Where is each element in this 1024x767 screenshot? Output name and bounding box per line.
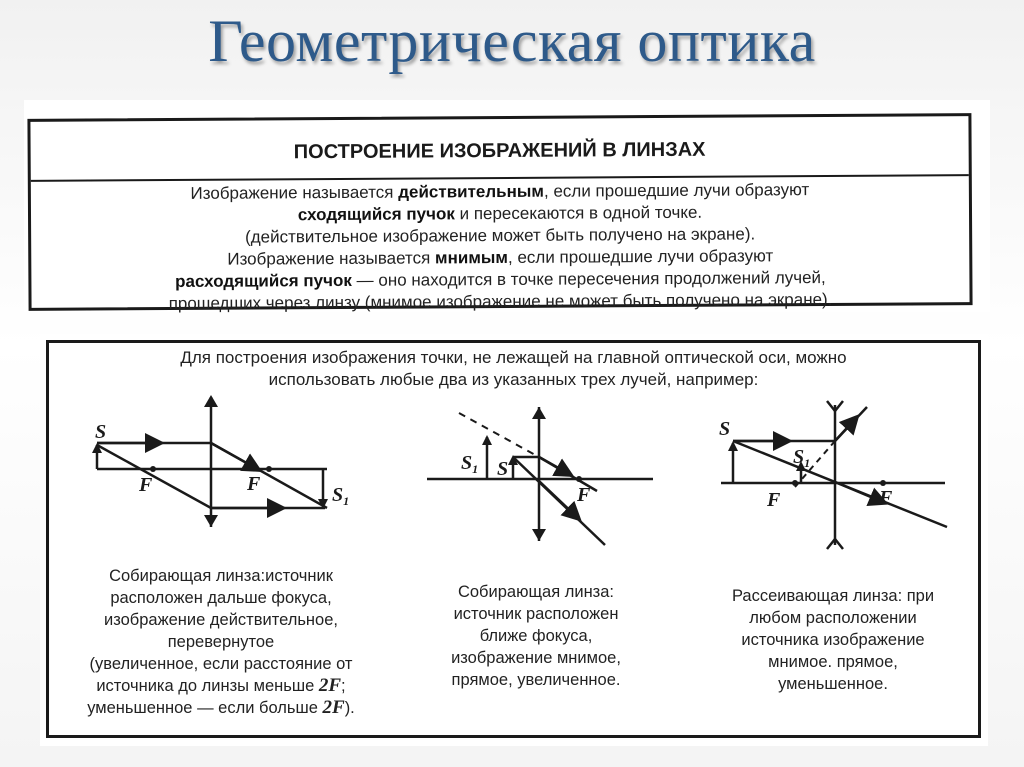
intro-line-1: Для построения изображения точки, не лежащей на главной оптической оси, можно (180, 348, 847, 367)
diagram-converging-far (92, 395, 328, 527)
math-2f: 2F (318, 675, 342, 696)
label-s: S (497, 458, 509, 480)
text: и пересекаются в одной точке. (454, 202, 703, 224)
text: источника до линзы меньше (96, 677, 319, 695)
label-s1-sub: 1 (472, 462, 479, 476)
caption-line: перевернутое (167, 633, 275, 651)
caption-line: расположен дальше фокуса, (110, 589, 332, 607)
ray-construction-box (46, 340, 981, 738)
term-diverging-beam: расходящийся пучок (175, 270, 352, 291)
label-s1 (461, 452, 478, 476)
term-virtual: мнимым (434, 247, 509, 268)
label-f-left: F (767, 489, 781, 511)
label-s1-sub: 1 (804, 456, 811, 470)
caption-converging-far (63, 565, 379, 719)
term-converging-beam: сходящийся пучок (297, 204, 455, 225)
focus-right (266, 466, 272, 472)
focus-right (880, 480, 886, 486)
label-s1-sub: 1 (343, 494, 350, 508)
caption-line: изображение мнимое, (451, 649, 621, 667)
text: , если прошедшие лучи образуют (543, 180, 810, 201)
lens-arrow-top (204, 395, 218, 407)
caption-line: Собирающая линза:источник (109, 567, 333, 585)
diagram-diverging (721, 401, 947, 549)
focus-left (792, 480, 798, 486)
real-image-line-3: (действительное изображение может быть получено на экране). (244, 224, 756, 247)
label-f-left: F (139, 474, 153, 496)
label-s1-main: S (332, 484, 344, 506)
text: — оно находится в точке пересечения продолжений лучей, (351, 268, 826, 290)
math-2f: 2F (322, 697, 345, 718)
label-s1 (332, 484, 349, 508)
ray-diagrams (49, 395, 978, 565)
text: , если прошедшие лучи образуют (507, 246, 774, 267)
text: ; (341, 677, 346, 695)
label-f: F (577, 484, 591, 506)
caption-line: изображение действительное, (104, 611, 338, 629)
caption-line: (увеличенное, если расстояние от (89, 655, 353, 673)
definitions-text (31, 176, 970, 316)
focus-right (576, 476, 582, 482)
text: Изображение называется (227, 248, 436, 269)
text: Изображение называется (190, 182, 399, 203)
focus-left (150, 466, 156, 472)
caption-line: источник расположен (453, 605, 619, 623)
label-f-right: F (879, 487, 893, 509)
caption-line: Рассеивающая линза: при (731, 587, 935, 605)
virtual-image-line-3: прошедших через линзу (мнимое изображение не может быть получено на экране). (168, 289, 833, 314)
text: ). (344, 699, 355, 717)
label-f-right: F (247, 473, 261, 495)
caption-diverging (699, 585, 967, 695)
label-s: S (95, 421, 107, 443)
caption-converging-near (421, 581, 651, 691)
label-s1-main: S (461, 452, 473, 474)
intro-line-2: использовать любые два из указанных трех лучей, например: (268, 370, 759, 389)
ray-extension (459, 413, 539, 457)
ray-through-focus (97, 445, 211, 508)
intro-text (49, 347, 978, 391)
section-heading: ПОСТРОЕНИЕ ИЗОБРАЖЕНИЙ В ЛИНЗАХ (30, 116, 968, 182)
term-real: действительным (398, 181, 545, 202)
label-s1-main: S (793, 446, 805, 468)
caption-line (63, 697, 379, 719)
caption-line: уменьшенное. (778, 675, 888, 693)
caption-line: любом расположении (749, 609, 917, 627)
diagram-converging-near (427, 407, 653, 545)
slide-title: Геометрическая оптика (208, 8, 816, 74)
caption-line: источника изображение (741, 631, 925, 649)
caption-line (63, 675, 379, 697)
caption-line: ближе фокуса, (479, 627, 593, 645)
text: уменьшенное — если больше (87, 699, 323, 717)
caption-line: мнимое. прямое, (768, 653, 898, 671)
lens-arrow-bottom (204, 515, 218, 527)
lens-images-definition-box (27, 113, 972, 314)
caption-line: прямое, увеличенное. (451, 671, 621, 689)
label-s1 (793, 446, 810, 470)
caption-line: Собирающая линза: (457, 583, 615, 601)
label-s: S (719, 418, 731, 440)
